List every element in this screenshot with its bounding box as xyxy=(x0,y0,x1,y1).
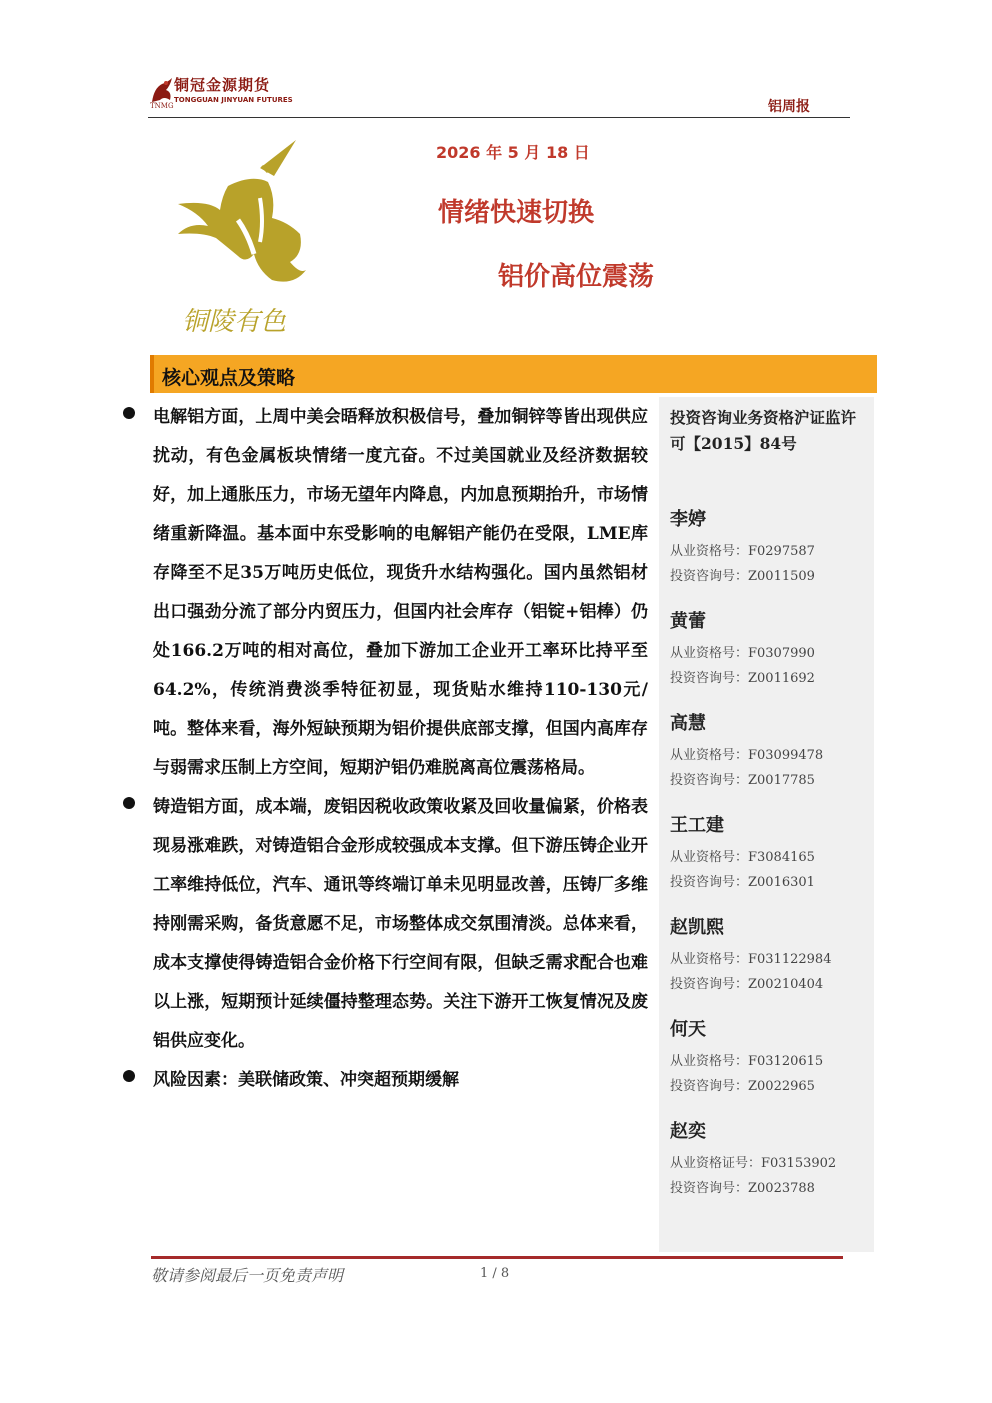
report-type-label: 铝周报 xyxy=(768,99,810,115)
report-date: 2026 年 5 月 18 日 xyxy=(436,143,590,162)
analyst-license: 从业资格号：F031122984 xyxy=(670,952,832,967)
qualification-text: 投资咨询业务资格沪证监许可【2015】84号 xyxy=(670,408,857,453)
page-number: 1 / 8 xyxy=(480,1266,510,1281)
analyst-license: 从业资格号：F03099478 xyxy=(670,748,824,763)
bullet-paragraph xyxy=(123,398,648,788)
analyst-consult-id: 投资咨询号：Z0011509 xyxy=(670,569,815,584)
paragraph-risk-factors: 风险因素：美联储政策、冲突超预期缓解 xyxy=(153,1070,459,1090)
paragraph-electrolytic-aluminum: 电解铝方面，上周中美会晤释放积极信号，叠加铜锌等皆出现供应扰动，有色金属板块情绪一度亢奋。不过美国就业及经济数据较好，加上通胀压力，市场无望年内降息，内加息预期抬升，市场情绪重新降温。基本面中东受影响的电解铝产能仍在受限，LME库存降至不足35万吨历史低位，现货升水结构强化。国内虽然铝材出口强劲分流了部分内贸压力，但国内社会库存（铝锭+铝棒）仍处166.2万吨的相对高位，叠加下游加工企业开工率环比持平至64.2%，传统消费淡季特征初显，现货贴水维持110-130元/吨。整体来看，海外短缺预期为铝价提供底部支撑，但国内高库存与弱需求压制上方空间，短期沪铝仍难脱离高位震荡格局。 xyxy=(153,407,648,778)
main-content xyxy=(123,398,648,1100)
analyst-name: 王工建 xyxy=(670,815,724,836)
analyst-consult-id: 投资咨询号：Z00210404 xyxy=(670,977,824,992)
tongling-emblem-icon xyxy=(168,138,313,338)
analyst-card xyxy=(670,609,870,691)
analyst-card xyxy=(670,1119,870,1201)
logo-company-name: 铜冠金源期货 xyxy=(174,76,271,94)
analyst-name: 李婷 xyxy=(670,509,706,530)
analyst-license: 从业资格号：F0297587 xyxy=(670,544,815,559)
analyst-name: 高慧 xyxy=(670,713,706,734)
header-divider xyxy=(148,117,850,118)
section-title: 核心观点及策略 xyxy=(162,367,296,389)
analyst-card xyxy=(670,1017,870,1099)
analyst-license: 从业资格证号：F03153902 xyxy=(670,1156,837,1171)
bullet-paragraph xyxy=(123,1061,648,1100)
analyst-sidebar xyxy=(659,397,874,1252)
analyst-card xyxy=(670,813,870,895)
analyst-license: 从业资格号：F03120615 xyxy=(670,1054,824,1069)
logo-abbreviation: TNMG xyxy=(150,102,174,110)
section-header-accent xyxy=(150,355,154,393)
bullet-icon xyxy=(123,407,135,419)
analyst-card xyxy=(670,507,870,589)
analyst-card xyxy=(670,915,870,997)
analyst-license: 从业资格号：F0307990 xyxy=(670,646,815,661)
analyst-name: 赵奕 xyxy=(670,1121,706,1142)
analyst-consult-id: 投资咨询号：Z0023788 xyxy=(670,1181,815,1196)
company-logo xyxy=(148,72,298,112)
analyst-license: 从业资格号：F3084165 xyxy=(670,850,815,865)
analyst-name: 黄蕾 xyxy=(670,611,706,632)
analyst-name: 何天 xyxy=(670,1019,706,1040)
analyst-consult-id: 投资咨询号：Z0022965 xyxy=(670,1079,815,1094)
analyst-consult-id: 投资咨询号：Z0016301 xyxy=(670,875,815,890)
footer-divider xyxy=(151,1256,843,1259)
logo-company-name-en: TONGGUAN JINYUAN FUTURES xyxy=(174,96,293,104)
report-title-line1: 情绪快速切换 xyxy=(438,198,595,228)
footer-disclaimer: 敬请参阅最后一页免责声明 xyxy=(151,1266,344,1285)
paragraph-cast-aluminum: 铸造铝方面，成本端，废铝因税收政策收紧及回收量偏紧，价格表现易涨难跌，对铸造铝合金形成较强成本支撑。但下游压铸企业开工率维持低位，汽车、通讯等终端订单未见明显改善，压铸厂多维持刚需采购，备货意愿不足，市场整体成交氛围清淡。总体来看，成本支撑使得铸造铝合金价格下行空间有限，但缺乏需求配合也难以上涨，短期预计延续僵持整理态势。关注下游开工恢复情况及废铝供应变化。 xyxy=(153,797,648,1051)
analyst-consult-id: 投资咨询号：Z0011692 xyxy=(670,671,815,686)
report-title-line2: 铝价高位震荡 xyxy=(498,262,655,292)
analyst-consult-id: 投资咨询号：Z0017785 xyxy=(670,773,815,788)
analyst-card xyxy=(670,711,870,793)
bullet-icon xyxy=(123,1070,135,1082)
bullet-paragraph xyxy=(123,788,648,1061)
analyst-name: 赵凯熙 xyxy=(670,917,724,938)
emblem-calligraphy: 铜陵有色 xyxy=(182,307,287,337)
bullet-icon xyxy=(123,797,135,809)
